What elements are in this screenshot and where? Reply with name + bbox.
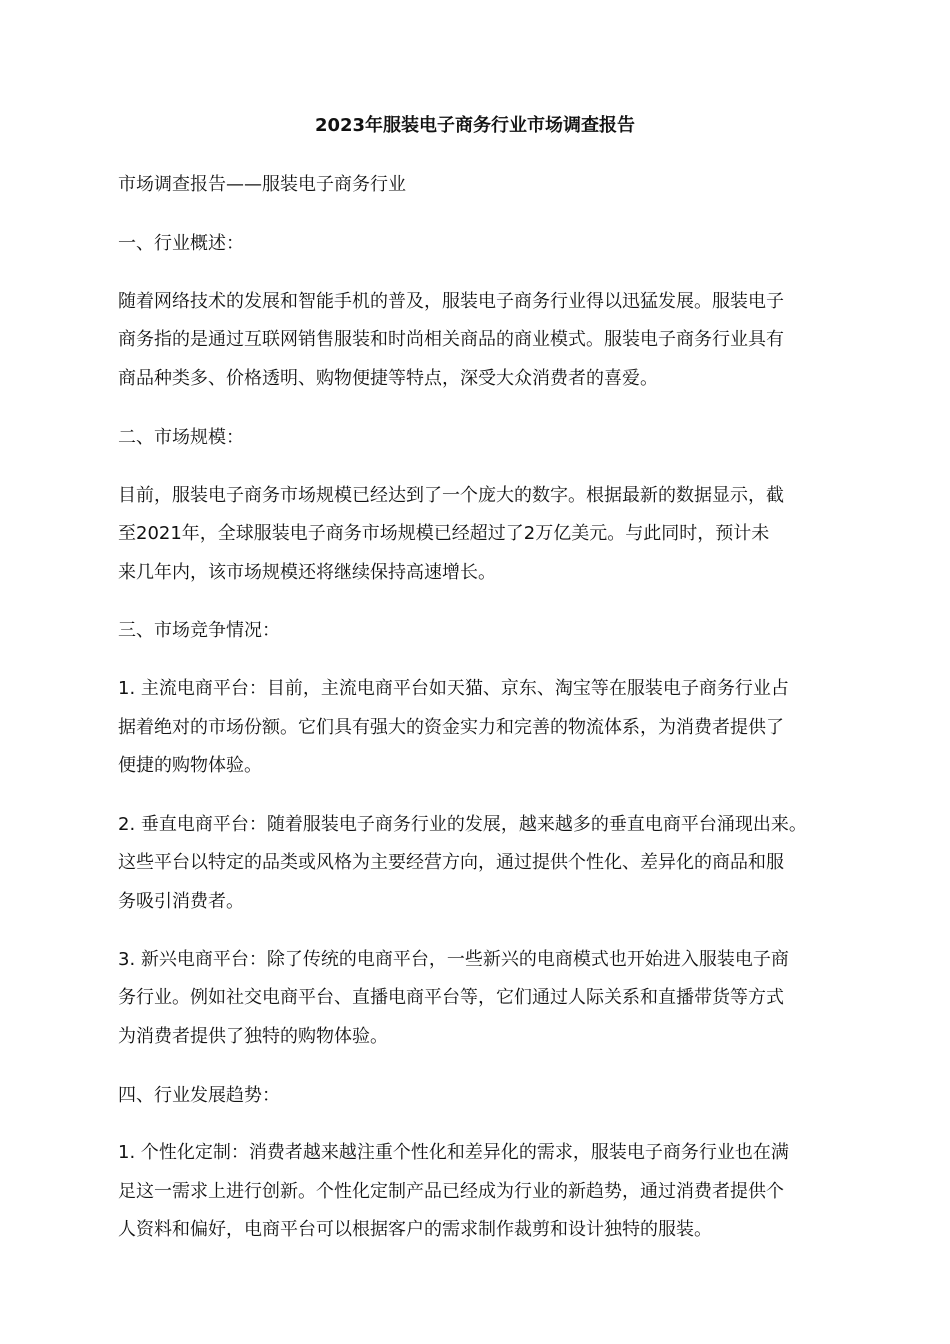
paragraph-line: 人资料和偏好，电商平台可以根据客户的需求制作裁剪和设计独特的服装。	[118, 1219, 712, 1240]
paragraph-line: 2. 垂直电商平台：随着服装电子商务行业的发展，越来越多的垂直电商平台涌现出来。	[118, 814, 807, 835]
paragraph-line: 商品种类多、价格透明、购物便捷等特点，深受大众消费者的喜爱。	[118, 368, 658, 389]
paragraph-line: 务行业。例如社交电商平台、直播电商平台等，它们通过人际关系和直播带货等方式	[118, 987, 784, 1008]
paragraph-line: 务吸引消费者。	[118, 891, 244, 912]
paragraph-line: 3. 新兴电商平台：除了传统的电商平台，一些新兴的电商模式也开始进入服装电子商	[118, 949, 789, 970]
section-heading-overview: 一、行业概述：	[118, 233, 244, 254]
document-subtitle: 市场调查报告——服装电子商务行业	[118, 174, 406, 195]
document-title: 2023年服装电子商务行业市场调查报告	[314, 115, 636, 136]
paragraph-line: 1. 主流电商平台：目前，主流电商平台如天猫、京东、淘宝等在服装电子商务行业占	[118, 678, 789, 699]
paragraph-line: 目前，服装电子商务市场规模已经达到了一个庞大的数字。根据最新的数据显示，截	[118, 485, 784, 506]
section-heading-trends: 四、行业发展趋势：	[118, 1085, 280, 1106]
paragraph-line: 足这一需求上进行创新。个性化定制产品已经成为行业的新趋势，通过消费者提供个	[118, 1181, 784, 1202]
paragraph-line: 便捷的购物体验。	[118, 755, 262, 776]
section-heading-market-size: 二、市场规模：	[118, 427, 244, 448]
paragraph-line: 至2021年，全球服装电子商务市场规模已经超过了2万亿美元。与此同时，预计未	[118, 523, 770, 544]
paragraph-line: 来几年内，该市场规模还将继续保持高速增长。	[118, 562, 496, 583]
paragraph-line: 这些平台以特定的品类或风格为主要经营方向，通过提供个性化、差异化的商品和服	[118, 852, 784, 873]
paragraph-line: 1. 个性化定制：消费者越来越注重个性化和差异化的需求，服装电子商务行业也在满	[118, 1142, 789, 1163]
section-heading-competition: 三、市场竞争情况：	[118, 620, 280, 641]
paragraph-line: 据着绝对的市场份额。它们具有强大的资金实力和完善的物流体系，为消费者提供了	[118, 717, 784, 738]
paragraph-line: 随着网络技术的发展和智能手机的普及，服装电子商务行业得以迅猛发展。服装电子	[118, 291, 784, 312]
paragraph-line: 商务指的是通过互联网销售服装和时尚相关商品的商业模式。服装电子商务行业具有	[118, 329, 784, 350]
paragraph-line: 为消费者提供了独特的购物体验。	[118, 1026, 388, 1047]
